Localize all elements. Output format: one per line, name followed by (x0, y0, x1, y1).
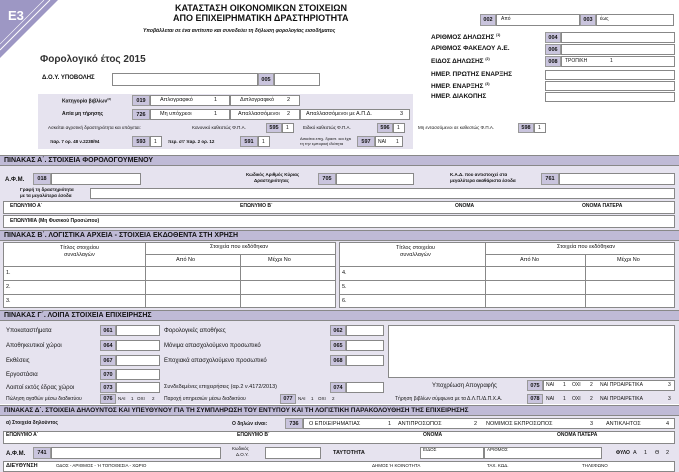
b-from-head-r: Από Νο (520, 257, 540, 263)
name-row-field[interactable] (3, 201, 675, 214)
role-2-num: 2 (474, 421, 478, 427)
code-018: 018 (33, 173, 51, 185)
folder-number-label: ΑΡΙΘΜΟΣ ΦΑΚΕΛΟΥ Α.Ε. (431, 45, 510, 52)
code-078: 078 (527, 394, 543, 404)
d-sex-a-num: 1 (644, 450, 648, 456)
per-label: περ. στ' παρ. 2 ορ. 12 (168, 139, 215, 144)
online-services-label: Παροχή υπηρεσιών μέσω διαδικτύου (164, 396, 246, 402)
code-062: 062 (330, 325, 346, 336)
sales-yes-num: 1 (131, 396, 134, 401)
d-zip-label: ΤΑΧ. ΚΩΔ. (487, 463, 509, 468)
tax-year: Φορολογικό έτος 2015 (40, 54, 146, 65)
b-right-table (339, 242, 675, 308)
d-afm-label: Α.Φ.Μ. (6, 451, 26, 457)
field-068[interactable] (346, 355, 384, 366)
b-row-3: 3. (6, 298, 11, 304)
title-line-1: ΚΑΤΑΣΤΑΣΗ ΟΙΚΟΝΟΜΙΚΩΝ ΣΤΟΙΧΕΙΩΝ (175, 3, 347, 13)
code-064: 064 (100, 340, 116, 351)
code-591: 591 (240, 136, 258, 147)
b-to-head: Μέχρι Νο (268, 257, 291, 263)
d-id-number-label: ΑΡΙΘΜΟΣ (487, 447, 508, 452)
code-598: 598 (518, 123, 534, 133)
sales-yes: ΝΑΙ (118, 396, 126, 401)
field-064[interactable] (116, 340, 160, 351)
code-006: 006 (545, 44, 561, 55)
b-right-vline-1 (485, 242, 486, 308)
code-004: 004 (545, 32, 561, 43)
inv-no: ΟΧΙ (572, 382, 581, 388)
no-vat-num: 1 (538, 125, 541, 131)
section-b-header: ΠΙΝΑΚΑΣ Β΄. ΛΟΓΙΣΤΙΚΑ ΑΡΧΕΙΑ - ΣΤΟΙΧΕΙΑ ΕΚΔΟΘΕΝΤΑ ΣΤΗ ΧΡΗΣΗ (0, 230, 679, 241)
single-entry-num: 1 (214, 97, 218, 103)
g-right-box (388, 325, 675, 378)
surname-a-label: ΕΠΩΝΥΜΟ Α΄ (10, 203, 43, 209)
b-left-hline-1 (3, 266, 336, 267)
per-num: 1 (262, 139, 265, 145)
name-label: ΟΝΟΜΑ (455, 203, 475, 209)
field-061[interactable] (116, 325, 160, 336)
normal-vat-label: Κανονικό καθεστώς Φ.Π.Α. (192, 125, 246, 130)
d-name: ΟΝΟΜΑ (423, 432, 443, 438)
kad-field[interactable] (336, 173, 414, 185)
inventory-obligation-label: Υποχρέωση Απογραφής (432, 383, 497, 389)
field-006[interactable] (561, 44, 675, 55)
no-vat-label: Μη εντασσόμενοι σε καθεστώς Φ.Π.Α. (418, 125, 495, 130)
code-741: 741 (33, 447, 51, 459)
linked-companies-label: Συνδεδεμένες επιχειρήσεις (αρ.2 ν.4172/2013) (164, 384, 278, 390)
father-name-label: ΟΝΟΜΑ ΠΑΤΕΡΑ (582, 203, 623, 209)
b-left-vline-1 (145, 242, 146, 308)
b-stoixeia-head: Στοιχεία που εκδόθηκαν (210, 244, 269, 250)
title-line-2: ΑΠΟ ΕΠΙΧΕΙΡΗΜΑΤΙΚΗ ΔΡΑΣΤΗΡΙΟΤΗΤΑ (173, 13, 349, 23)
b-left-hline-3 (3, 294, 336, 295)
commercial-label-2: τη την εμπορική ιδιότητα (300, 141, 344, 146)
sales-no-num: 2 (152, 396, 155, 401)
ias-label: Τήρηση βιβλίων σύμφωνα με τα Δ.Λ.Π./Δ.Π.Χ.Α. (395, 396, 503, 402)
b-title-col-1: Τίτλος στοιχείου (60, 245, 100, 251)
code-597: 597 (357, 136, 375, 147)
role-1-num: 1 (388, 421, 392, 427)
role-2: ΑΝΤΙΠΡΟΣΩΠΟΣ (398, 421, 442, 427)
d-afm-field[interactable] (51, 447, 221, 459)
exempt-apd-num: 3 (400, 111, 404, 117)
kad-b-label-2: μεγαλύτερα ακαθάριστα έσοδα (450, 178, 516, 183)
code-002: 002 (480, 14, 496, 26)
factories-label: Εργοστάσια (6, 372, 38, 378)
code-075: 075 (527, 380, 543, 391)
exhibitions-label: Εκθέσεις (6, 358, 30, 364)
amendment-value: 1 (610, 58, 613, 64)
branches-label: Υποκαταστήματα (6, 328, 52, 334)
code-593: 593 (132, 136, 150, 147)
section-a-header: ΠΙΝΑΚΑΣ Α΄. ΣΤΟΙΧΕΙΑ ΦΟΡΟΛΟΓΟΥΜΕΝΟΥ (0, 155, 679, 166)
start-label: ΗΜΕΡ. ΕΝΑΡΞΗΣ $^{(3)}$ (431, 82, 490, 91)
d-doy-field[interactable] (265, 447, 321, 459)
company-name-field[interactable] (3, 215, 675, 228)
d-address-label: ΔΙΕΥΘΥΝΣΗ (6, 463, 38, 469)
role-3-num: 3 (590, 421, 594, 427)
b-from-head: Από Νο (176, 257, 196, 263)
code-726: 726 (132, 109, 150, 120)
afm-field[interactable] (51, 173, 141, 185)
ias-yes-num: 1 (563, 396, 566, 402)
code-077: 077 (280, 394, 296, 404)
code-070: 070 (100, 369, 116, 380)
b-left-hline-0 (145, 254, 336, 255)
b-row-1: 1. (6, 270, 11, 276)
b-row-6: 6. (342, 298, 347, 304)
b-left-hline-2 (3, 280, 336, 281)
ias-no-num: 2 (590, 396, 593, 402)
role-4-num: 4 (666, 421, 670, 427)
d-id-label: ΤΑΥΤΟΤΗΤΑ (333, 450, 365, 456)
d-municipality-label: ΔΗΜΟΣ Ή ΚΟΙΝΟΤΗΤΑ (372, 463, 421, 468)
b-row-2: 2. (6, 284, 11, 290)
ias-yes: ΝΑΙ (546, 396, 555, 402)
b-title-col-2: συναλλαγών (64, 252, 95, 258)
surname-b-label: ΕΠΩΝΥΜΟ Β΄ (240, 203, 273, 209)
par7-label: παρ. 7 ορ. 48 ν.2238/94 (50, 139, 100, 144)
field-067[interactable] (116, 355, 160, 366)
online-sales-label: Πώληση αγαθών μέσω διαδικτύου (6, 396, 82, 402)
d-doy-code-2: Δ.Ο.Υ. (236, 452, 249, 457)
normal-vat-num: 1 (286, 125, 289, 131)
d-street-label: ΟΔΟΣ - ΑΡΙΘΜΟΣ - Ή ΤΟΠΟΘΕΣΙΑ - ΧΩΡΙΟ (56, 463, 147, 468)
serv-yes-num: 1 (311, 396, 314, 401)
code-003: 003 (580, 14, 596, 26)
code-068: 068 (330, 355, 346, 366)
b-right-vline-2 (585, 254, 586, 308)
amendment-label: ΤΡΟΠ/ΚΗ (565, 58, 588, 64)
role-3: ΝΟΜΙΜΟΣ ΕΚΠΡΟΣΩΠΟΣ (486, 421, 553, 427)
activity-desc-field[interactable] (90, 188, 675, 199)
stop-label: ΗΜΕΡ. ΔΙΑΚΟΠΗΣ (431, 93, 487, 100)
b-left-vline-2 (240, 254, 241, 308)
b-title-col-2-r: συναλλαγών (400, 252, 431, 258)
kad-label-2: Δραστηριότητας (254, 178, 290, 183)
ias-no: ΟΧΙ (572, 396, 581, 402)
company-name-label: ΕΠΩΝΥΜΙΑ (Μη Φυσικού Προσώπου) (10, 218, 100, 224)
d-sex-th: Θ (655, 450, 660, 456)
form-code: Ε3 (8, 8, 24, 23)
b-stoixeia-head-r: Στοιχεία που εκδόθηκαν (557, 244, 616, 250)
role-1: Ο ΕΠΙΧΕΙΡΗΜΑΤΙΑΣ (309, 421, 361, 427)
to-label: έως (600, 16, 609, 22)
d-phone-label: ΤΗΛΕΦΩΝΟ (582, 463, 608, 468)
subtitle: Υποβάλλεται σε ένα αντίτυπο και συνοδεύει τη δήλωση φορολογίας εισοδήματος (143, 28, 336, 34)
declarant-label: α) Στοιχεία δηλούντος (6, 420, 58, 426)
d-surname-b: ΕΠΩΝΥΜΟ Β΄ (237, 432, 270, 438)
not-obliged-label: Μη υπόχρεοι (160, 111, 192, 117)
declaration-number-label: ΑΡΙΘΜΟΣ ΔΗΛΩΣΗΣ $^{(1)}$ (431, 33, 501, 42)
inv-opt: ΝΑΙ ΠΡΟΑΙΡΕΤΙΚΑ (600, 382, 643, 388)
b-left-table (3, 242, 336, 308)
code-008: 008 (545, 56, 561, 67)
d-sex-th-num: 2 (666, 450, 670, 456)
exempt-label: Απαλλασσόμενοι (238, 111, 280, 117)
b-right-hline-2 (339, 280, 675, 281)
single-entry-label: Απλογραφικό (160, 97, 193, 103)
section-d-header: ΠΙΝΑΚΑΣ Δ΄. ΣΤΟΙΧΕΙΑ ΔΗΛΟΥΝΤΟΣ ΚΑΙ ΥΠΕΥΘΥΝΟΥ ΓΙΑ ΤΗ ΣΥΜΠΛΗΡΩΣΗ ΤΟΥ ΕΝΤΥΠΟΥ ΚΑΙ ΤΗ ΛΟΓΙΣΤΙΚΗ ΠΑΡΑΚΟΛΟΥΘΗΣΗ ΤΗΣ ΕΠΙΧΕΙΡΗΣΗΣ (0, 405, 679, 416)
ias-opt: ΝΑΙ ΠΡΟΑΙΡΕΤΙΚΑ (600, 396, 643, 402)
field-005[interactable] (274, 73, 320, 86)
afm-label: Α.Φ.Μ. (5, 177, 25, 183)
serv-no: ΟΧΙ (318, 396, 326, 401)
field-074[interactable] (346, 382, 384, 393)
declaration-type-label: ΕΙΔΟΣ ΔΗΛΩΣΗΣ $^{(2)}$ (431, 57, 490, 66)
double-entry-num: 2 (287, 97, 291, 103)
d-doy-code-1: Κωδικός (232, 446, 249, 451)
d-sex-label: ΦΥΛΟ (616, 450, 630, 456)
b-right-hline-0 (485, 254, 675, 255)
b-right-hline-1 (339, 266, 675, 267)
commercial-label-1: Ασκείται επιχ. δραστ. και έχει (300, 136, 352, 141)
not-obliged-num: 1 (214, 111, 218, 117)
code-076: 076 (100, 394, 116, 404)
kad-b-field[interactable] (559, 173, 675, 185)
code-061: 061 (100, 325, 116, 336)
storage-label: Αποθηκευτικοί χώροι (6, 343, 62, 349)
code-705: 705 (318, 173, 336, 185)
exempt-num: 2 (287, 111, 291, 117)
code-595: 595 (266, 123, 282, 133)
code-736: 736 (285, 418, 303, 429)
commercial-yes-num: 1 (396, 139, 399, 145)
commercial-yes-label: ΝΑΙ (378, 139, 387, 145)
code-067: 067 (100, 355, 116, 366)
section-g-header: ΠΙΝΑΚΑΣ Γ΄. ΛΟΙΠΑ ΣΤΟΙΧΕΙΑ ΕΠΙΧΕΙΡΗΣΗΣ (0, 310, 679, 321)
serv-yes: ΝΑΙ (298, 396, 306, 401)
special-vat-label: Ειδικό καθεστώς Φ.Π.Α. (303, 125, 351, 130)
start-field[interactable] (545, 81, 675, 91)
no-keeping-label: Αιτία μη τήρησης (62, 111, 104, 117)
tax-warehouses-label: Φορολογικές αποθήκες (164, 328, 226, 334)
stop-field[interactable] (545, 92, 675, 102)
code-596: 596 (377, 123, 393, 133)
double-entry-label: Διπλογραφικό (240, 97, 275, 103)
inv-yes-num: 1 (563, 382, 566, 388)
role-4: ΑΝΤΙΚΛΗΤΟΣ (606, 421, 641, 427)
b-row-4: 4. (342, 270, 347, 276)
kad-label-1: Κωδικός Αριθμός Κύριας (246, 172, 300, 177)
b-row-5: 5. (342, 284, 347, 290)
b-to-head-r: Μέχρι Νο (617, 257, 640, 263)
inv-yes: ΝΑΙ (546, 382, 555, 388)
code-074: 074 (330, 382, 346, 393)
code-073: 073 (100, 382, 116, 393)
code-005: 005 (258, 73, 274, 86)
special-vat-num: 1 (397, 125, 400, 131)
code-019: 019 (132, 95, 150, 106)
from-label: Από (501, 16, 511, 22)
activity-desc-label-1: Γραφή τη δραστηριότητα (20, 187, 74, 192)
d-id-type-label: ΕΙΔΟΣ (423, 447, 437, 452)
d-sex-a: Α (633, 450, 637, 456)
par7-num: 1 (154, 139, 157, 145)
field-073[interactable] (116, 382, 160, 393)
permanent-staff-label: Μόνιμα απασχολούμενο προσωπικό (164, 343, 261, 349)
declarant-is-label: Ο δηλών είναι: (232, 421, 268, 427)
field-070[interactable] (116, 369, 160, 380)
books-category-label: Κατηγορία βιβλίων$^{(3)}$ (62, 97, 111, 105)
first-start-label: ΗΜΕΡ. ΠΡΩΤΗΣ ΕΝΑΡΞΗΣ (431, 71, 513, 78)
serv-no-num: 2 (332, 396, 335, 401)
seasonal-staff-label: Εποχιακά απασχολούμενο προσωπικό (164, 358, 267, 364)
inv-no-num: 2 (590, 382, 593, 388)
exempt-apd-label: Απαλλασσόμενοι με Α.Π.Δ. (306, 111, 372, 117)
d-surname-a: ΕΠΩΝΥΜΟ Α΄ (6, 432, 39, 438)
other-premises-label: Λοιποί εκτός έδρας χώροι (6, 385, 75, 391)
d-father: ΟΝΟΜΑ ΠΑΤΕΡΑ (557, 432, 598, 438)
sales-no: ΟΧΙ (137, 396, 145, 401)
b-right-hline-3 (339, 294, 675, 295)
inv-opt-num: 3 (668, 382, 671, 388)
field-065[interactable] (346, 340, 384, 351)
field-062[interactable] (346, 325, 384, 336)
code-065: 065 (330, 340, 346, 351)
kad-b-label-1: Κ.Α.Δ. που αντιστοιχεί στα (450, 172, 508, 177)
code-761: 761 (541, 173, 559, 185)
activity-desc-label-2: με τα μεγαλύτερα έσοδα (20, 193, 72, 198)
b-title-col-1-r: Τίτλος στοιχείου (396, 245, 436, 251)
field-004[interactable] (561, 32, 675, 43)
ias-opt-num: 3 (668, 396, 671, 402)
doy-label: Δ.Ο.Υ. ΥΠΟΒΟΛΗΣ (42, 75, 95, 81)
agri-activity-label: Ασκείται αγροτική δραστηριότητα και υπάγεται: (48, 125, 141, 130)
doy-field[interactable] (112, 73, 258, 86)
first-start-field[interactable] (545, 70, 675, 80)
